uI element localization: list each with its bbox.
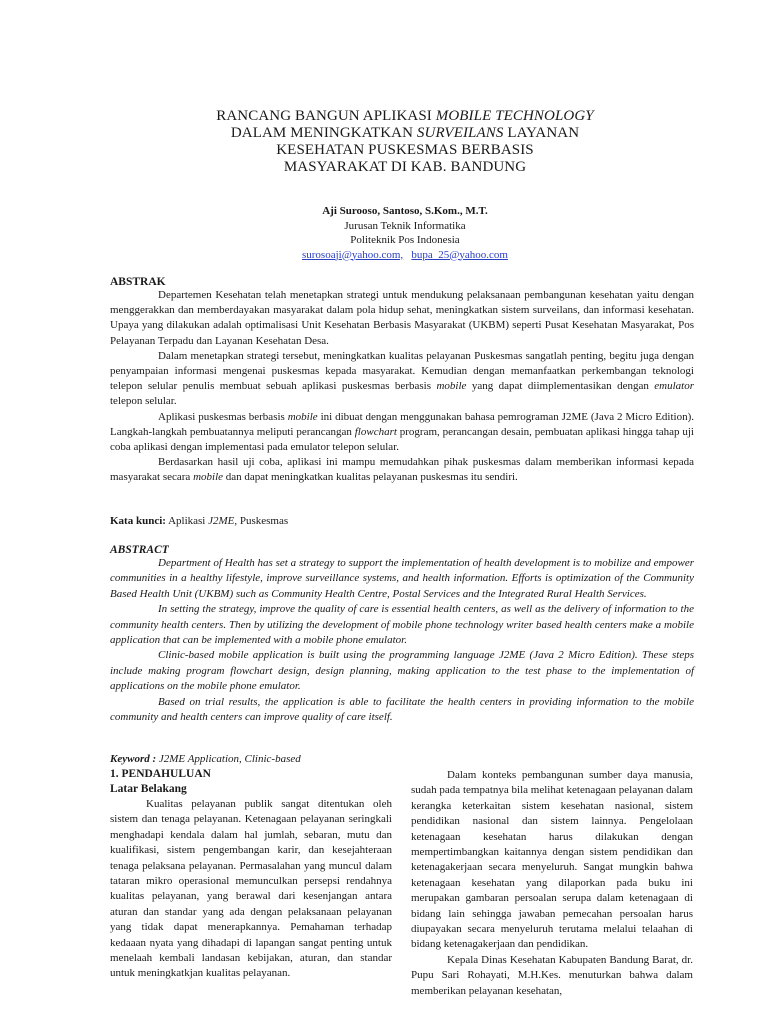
body-paragraph: Dalam konteks pembangunan sumber daya manusia, sudah pada tempatnya bila melihat ketenagaan pelayanan dalam kerangka keterkaitan sistem kesehatan nasional, sistem pendidikan nasional dan sistem lainnya. Pengelolaan ketenagaan kesehatan harus dilakukan dengan mempertimbangkan kaitannya dengan sistem pendidikan dan ketenagakerjaan secara menyeluruh. Sangat mungkin bahwa ketenagaan kesehatan yang dilaporkan pada buku ini merupakan gambaran persoalan serupa dalam ketenagaan di bidang lain sehingga jawaban pemecahan persoalan harus diupayakan secara menyeluruh terutama melalui telaahan di bidang ketenagakerjaan dan pendidikan. [411, 769, 693, 951]
abstrak-paragraph: Berdasarkan hasil uji coba, aplikasi ini mampu memudahkan pihak puskesmas dalam memberikan informasi kepada masyarakat secara mobile dan dapat meningkatkan kualitas pelayanan puskesmas itu sendiri. [110, 456, 694, 484]
abstrak-paragraph: Dalam menetapkan strategi tersebut, meningkatkan kualitas pelayanan Puskesmas sangatlah penting, begitu juga dengan penyampaian informasi mengenai puskesmas kepada masyarakat. Kemudian dengan memanfaatkan perkembangan teknologi telepon selular penulis membuat sebuah aplikasi puskesmas berbasis mobile yang dapat diimplementasikan dengan emulator telepon selular. [110, 349, 695, 408]
author-department: Jurusan Teknik Informatika [344, 219, 466, 232]
title-line-2: DALAM MENINGKATKAN SURVEILANS LAYANAN [230, 125, 580, 141]
abstract-paragraph: Department of Health has set a strategy to support the implementation of health development is to mobilize and empower communities in a healthy lifestyle, improve surveillance systems, and health information. Efforts is optimization of the Community Based Health Unit (UKBM) such as Community Health Centre, Postal Services and the Integrated Rural Health Services. [110, 557, 694, 600]
section-heading: 1. PENDAHULUAN [110, 768, 211, 780]
keyword-label: Keyword : [110, 753, 157, 765]
left-column [110, 767, 392, 982]
abstract-section [110, 544, 694, 725]
kata-kunci-label: Kata kunci: [110, 515, 166, 527]
body-paragraph: Kualitas pelayanan publik sangat ditentukan oleh sistem dan tenaga pelayanan. Ketenagaan pelayanan seringkali menghadapi kendala dalam hal jumlah, sebaran, mutu dan kualifikasi, sistem pengembangan karir, dan kesejahteraan tenaga pelaksana pelayanan. Permasalahan yang muncul dalam tataran mikro operasional memunculkan persepsi rendahnya kualitas pelayanan, yang berawal dari kesenjangan antara aturan dan standar yang ada dengan pelaksanaan pelayanan yang tidak dapat menerapkannya. Pemahaman terhadap kedaaan nyata yang dihadapi di lapangan sangat penting untuk menelaah kembali landasan kebijakan, aturan, dan standar untuk meningkatkjan kualitas pelayanan. [110, 798, 392, 980]
body-paragraph: Kepala Dinas Kesehatan Kabupaten Bandung Barat, dr. Pupu Sari Rohayati, M.H.Kes. menuturkan bahwa dalam memberikan pelayanan kesehatan, [411, 953, 693, 997]
abstract-paragraph: Clinic-based mobile application is built using the programming language J2ME (Java 2 Micro Edition). These steps include making program flowchart design, design planning, making application to the test phase to the implementation of applications on the mobile phone emulator. [110, 649, 694, 693]
author-institution: Politeknik Pos Indonesia [350, 234, 460, 246]
subsection-heading: Latar Belakang [110, 783, 187, 795]
author-block [110, 204, 700, 262]
keyword-line: Keyword : J2ME Application, Clinic-based [110, 753, 301, 765]
kata-kunci: Kata kunci: Aplikasi J2ME, Puskesmas [110, 515, 289, 527]
title-line-3: KESEHATAN PUSKESMAS BERBASIS [276, 142, 534, 158]
abstract-heading: ABSTRACT [110, 544, 169, 556]
abstrak-section [110, 276, 694, 486]
title-line-4: MASYARAKAT DI KAB. BANDUNG [283, 159, 527, 175]
title-line-1: RANCANG BANGUN APLIKASI MOBILE TECHNOLOGY [216, 108, 594, 124]
right-column [411, 768, 693, 999]
paper-title [110, 108, 700, 176]
abstrak-paragraph: Aplikasi puskesmas berbasis mobile ini dibuat dengan menggunakan bahasa pemrograman J2ME (Java 2 Micro Edition). Langkah-langkah pembuatannya meliputi perancangan flowchart program, perancangan desain, pembuatan aplikasi hingga tahap uji coba aplikasi dengan implementasi pada emulator telepon selular. [110, 410, 695, 454]
abstrak-body [110, 288, 694, 486]
abstrak-heading: ABSTRAK [110, 276, 166, 288]
abstract-paragraph: Based on trial results, the application is able to facilitate the health centers in providing information to the mobile community and health centers can improve quality of care itself. [110, 695, 694, 724]
author-names: Aji Surooso, Santoso, S.Kom., M.T. [322, 205, 488, 217]
email-link-2[interactable]: bupa_25@yahoo.com [411, 248, 508, 261]
author-emails [110, 248, 700, 263]
abstrak-paragraph: Departemen Kesehatan telah menetapkan strategi untuk mendukung pelaksanaan pembangunan kesehatan yaitu dengan menggerakkan dan memberdayakan masyarakat dalam pola hidup sehat, meningkatkan sistem surveilans, dan informasi kesehatan. Upaya yang dilakukan adalah optimalisasi Unit Kesehatan Berbasis Masyarakat (UKBM) seperti Pusat Kesehatan Masyarakat, Pos Pelayanan Terpadu dan Layanan Kesehatan Desa. [110, 289, 694, 347]
abstract-paragraph: In setting the strategy, improve the quality of care is essential health centers, as well as the delivery of information to the community health centers. Then by utilizing the development of mobile phone technology writer based health centers make a mobile application that can be implemented with a mobile phone emulator. [110, 603, 694, 647]
email-link-1[interactable]: surosoaji@yahoo.com, [301, 248, 404, 261]
